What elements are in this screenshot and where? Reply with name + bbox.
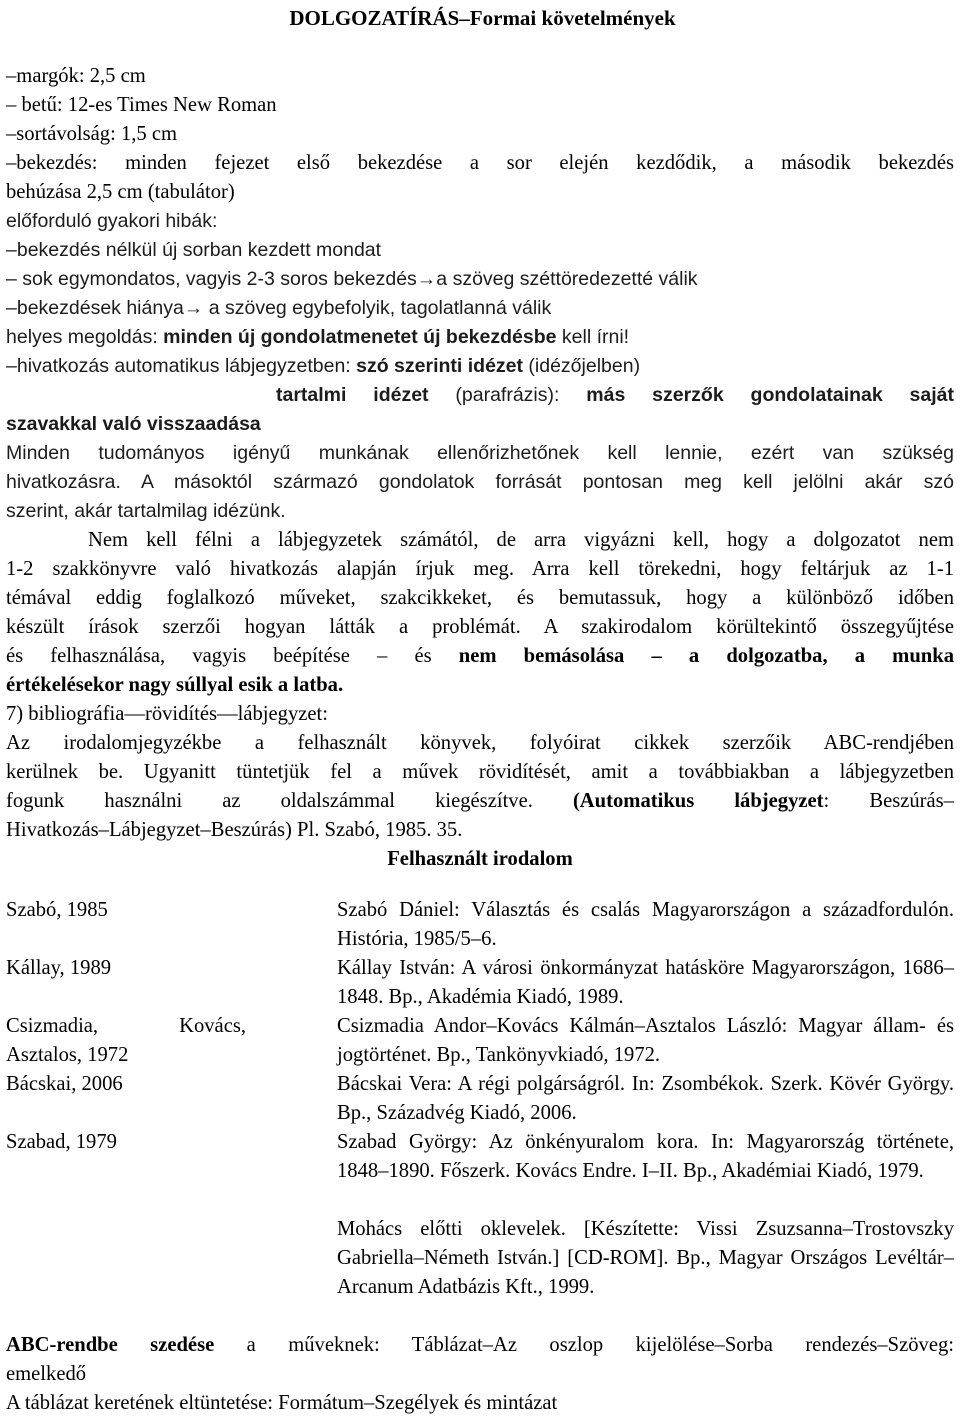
reference-value: Szabad György: Az önkényuralom kora. In: Magyarország története, 1848–1890. Főszerk. Kovács Endre. I–II. Bp., Akadémiai Kiadó, 1979.	[337, 1131, 954, 1182]
citation-prefix: –hivatkozás automatikus lábjegyzetben:	[6, 355, 357, 377]
document-page	[6, 0, 954, 874]
bibliography-line3	[6, 787, 954, 816]
reference-key	[6, 1215, 246, 1302]
reference-value: Szabó Dániel: Választás és csalás Magyarországon a századfordulón. História, 1985/5–6.	[337, 899, 954, 950]
rule-paragraph-line1: –bekezdés: minden fejezet első bekezdése a sor elején kezdődik, a második bekezdés	[6, 152, 954, 174]
reference-key: Kállay, 1989	[6, 957, 112, 979]
footnote-para-line5-normal: és felhasználása, vagyis beépítése – és	[6, 645, 459, 667]
bibliography-line2: kerülnek be. Ugyanitt tüntetjük fel a művek rövidítését, amit a továbbiakban a lábjegyzetben	[6, 761, 954, 783]
abc-sort-rest: a műveknek: Táblázat–Az oszlop kijelölése–Sorba rendezés–Szöveg:	[214, 1334, 954, 1356]
abc-sort-bold: ABC-rendbe szedése	[6, 1334, 215, 1356]
footnote-para-line4: készült írások szerzői hogyan látták a problémát. A szakirodalom körültekintő összegyűjtése	[6, 616, 954, 638]
bibliography-line3-bold: (Automatikus lábjegyzet	[572, 790, 824, 812]
citation-paraphrase: (parafrázis):	[428, 384, 587, 406]
footnote-para-line5-bold: nem bemásolása – a dolgozatba, a munka	[458, 645, 954, 667]
abc-sort-line1	[6, 1331, 954, 1360]
solution-suffix: kell írni!	[556, 326, 630, 348]
citation-quotes: (idézőjelben)	[523, 355, 641, 377]
reference-row	[6, 954, 954, 1012]
reference-value: Kállay István: A városi önkormányzat hatásköre Magyarországon, 1686–1848. Bp., Akadémia Kiadó, 1989.	[337, 957, 954, 1008]
reference-key: Szabó, 1985	[6, 899, 108, 921]
reference-row	[6, 1070, 954, 1128]
references-heading: Felhasznált irodalom	[387, 848, 573, 870]
reference-row	[6, 1012, 954, 1070]
footnote-para-line2: 1-2 szakkönyvre való hivatkozás alapján írjuk meg. Arra kell törekedni, hogy feltárjuk az 1-1	[6, 558, 954, 580]
science-line1: Minden tudományos igényű munkának ellenőrizhetőnek kell lennie, ezért van szükség	[6, 442, 954, 464]
references-table	[6, 896, 954, 1302]
footnote-para-line6: értékelésekor nagy súllyal esik a latba.	[6, 674, 344, 696]
reference-value: Bácskai Vera: A régi polgárságról. In: Zsombékok. Szerk. Kövér György. Bp., Századvég Kiadó, 2006.	[337, 1073, 954, 1124]
bibliography-line3-normal: fogunk használni az oldalszámmal kiegészítve.	[6, 790, 573, 812]
citation-verbatim: szó szerinti idézet	[356, 355, 523, 377]
table-border-line: A táblázat keretének eltüntetése: Formátum–Szegélyek és mintázat	[6, 1392, 558, 1414]
rule-font: – betű: 12-es Times New Roman	[6, 94, 277, 116]
rule-line-spacing: –sortávolság: 1,5 cm	[6, 123, 178, 145]
science-line3: szerint, akár tartalmilag idézünk.	[6, 500, 286, 522]
reference-value: Mohács előtti oklevelek. [Készítette: Vissi Zsuzsanna–Trostovszky Gabriella–Németh István.] [CD-ROM]. Bp., Magyar Országos Levéltár–Arcanum Adatbázis Kft., 1999.	[337, 1218, 954, 1298]
error-item: –bekezdések hiánya→ a szöveg egybefolyik, tagolatlanná válik	[6, 297, 552, 319]
science-line2: hivatkozásra. A másoktól származó gondolatok forrását pontosan meg kell jelölni akár szó	[6, 471, 954, 493]
reference-row	[6, 896, 954, 954]
footer-notes	[6, 1331, 954, 1418]
errors-heading: előforduló gyakori hibák:	[6, 210, 218, 232]
citation-line3: szavakkal való visszaadása	[6, 413, 261, 435]
rule-margins: –margók: 2,5 cm	[6, 65, 146, 87]
reference-row	[6, 1215, 954, 1302]
citation-others: más szerzők gondolatainak saját	[586, 384, 955, 406]
page-title: DOLGOZATÍRÁS–Formai követelmények	[289, 6, 676, 30]
citation-line1	[6, 352, 954, 381]
error-item: –bekezdés nélkül új sorban kezdett mondat	[6, 239, 382, 261]
correct-solution	[6, 323, 954, 352]
bibliography-line3-tail: : Beszúrás–	[823, 790, 954, 812]
reference-key: Szabad, 1979	[6, 1131, 117, 1153]
citation-content: tartalmi idézet	[276, 384, 429, 406]
footnote-para-line3: témával eddig foglalkozó műveket, szakcikkeket, és bemutassuk, hogy a különböző időben	[6, 587, 954, 609]
abc-sort-line2: emelkedő	[6, 1363, 87, 1385]
citation-line2	[6, 381, 954, 410]
solution-prefix: helyes megoldás:	[6, 326, 164, 348]
reference-row	[6, 1128, 954, 1215]
reference-key: Csizmadia, Kovács, Asztalos, 1972	[6, 1015, 246, 1066]
error-item: – sok egymondatos, vagyis 2-3 soros bekezdés→a szöveg széttöredezetté válik	[6, 268, 698, 290]
footnote-para-line5	[6, 642, 954, 671]
reference-value: Csizmadia Andor–Kovács Kálmán–Asztalos László: Magyar állam- és jogtörténet. Bp., Tankönyvkiadó, 1972.	[337, 1015, 954, 1066]
bibliography-line1: Az irodalomjegyzékbe a felhasznált könyvek, folyóirat cikkek szerzőik ABC-rendjében	[6, 732, 954, 754]
solution-bold: minden új gondolatmenetet új bekezdésbe	[163, 326, 557, 348]
bibliography-line4: Hivatkozás–Lábjegyzet–Beszúrás) Pl. Szabó, 1985. 35.	[6, 819, 463, 841]
bibliography-heading: 7) bibliográfia—rövidítés—lábjegyzet:	[6, 703, 328, 725]
footnote-para-line1: Nem kell félni a lábjegyzetek számától, de arra vigyázni kell, hogy a dolgozatot nem	[88, 529, 954, 551]
reference-key: Bácskai, 2006	[6, 1073, 123, 1095]
rule-paragraph-line2: behúzása 2,5 cm (tabulátor)	[6, 181, 235, 203]
